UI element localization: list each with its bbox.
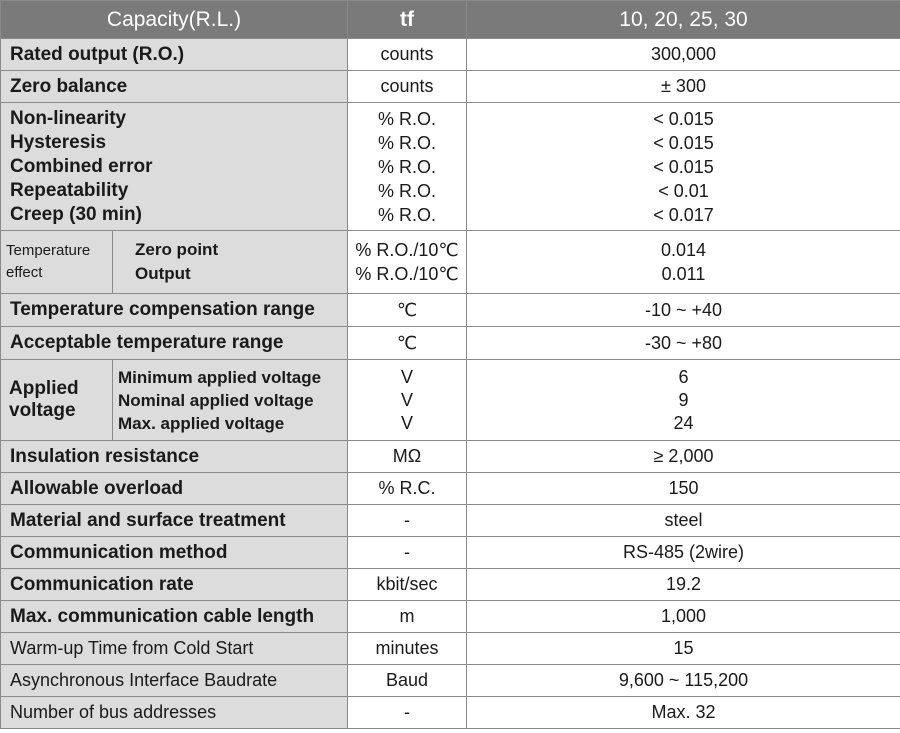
accuracy-labels bbox=[1, 103, 348, 231]
row-label: Communication method bbox=[1, 537, 348, 569]
row-value: 150 bbox=[467, 473, 900, 505]
row-label: Non-linearity bbox=[10, 107, 127, 129]
group-label: Applied bbox=[9, 378, 79, 399]
row-value: 0.014 bbox=[660, 240, 707, 260]
row-value: < 0.015 bbox=[653, 108, 714, 129]
row-label: Acceptable temperature range bbox=[1, 327, 348, 360]
row-label: Asynchronous Interface Baudrate bbox=[1, 665, 348, 697]
row-unit: kbit/sec bbox=[348, 569, 467, 601]
row-label: Zero point bbox=[135, 240, 219, 259]
row-label: Hysteresis bbox=[10, 131, 107, 153]
row-unit: % R.O. bbox=[378, 108, 437, 129]
row-label: Allowable overload bbox=[1, 473, 348, 505]
row-value: < 0.017 bbox=[653, 204, 714, 225]
table-row bbox=[1, 441, 900, 473]
row-unit: V bbox=[401, 366, 414, 387]
row-value: RS-485 (2wire) bbox=[467, 537, 900, 569]
row-unit: counts bbox=[348, 71, 467, 103]
row-unit: - bbox=[348, 505, 467, 537]
row-label: Nominal applied voltage bbox=[118, 390, 314, 410]
row-unit: minutes bbox=[348, 633, 467, 665]
table-row bbox=[1, 601, 900, 633]
row-label: Warm-up Time from Cold Start bbox=[1, 633, 348, 665]
table-row bbox=[1, 39, 900, 71]
row-value: 9,600 ~ 115,200 bbox=[467, 665, 900, 697]
table-row-accuracy bbox=[1, 103, 900, 231]
row-value: Max. 32 bbox=[467, 697, 900, 729]
row-value: 1,000 bbox=[467, 601, 900, 633]
row-unit: % R.C. bbox=[348, 473, 467, 505]
row-label: Creep (30 min) bbox=[10, 203, 142, 225]
row-value: 15 bbox=[467, 633, 900, 665]
group-label: effect bbox=[6, 264, 43, 281]
temperature-effect-values bbox=[467, 231, 900, 294]
temperature-effect-group bbox=[1, 231, 113, 294]
row-unit: - bbox=[348, 537, 467, 569]
row-unit: m bbox=[348, 601, 467, 633]
row-unit: ℃ bbox=[348, 294, 467, 327]
row-unit: MΩ bbox=[348, 441, 467, 473]
row-unit: % R.O./10℃ bbox=[355, 264, 459, 284]
row-value: 6 bbox=[678, 366, 689, 387]
accuracy-values bbox=[467, 103, 900, 231]
row-unit: % R.O./10℃ bbox=[355, 240, 459, 260]
row-value: -30 ~ +80 bbox=[467, 327, 900, 360]
row-unit: ℃ bbox=[348, 327, 467, 360]
row-unit: % R.O. bbox=[378, 180, 437, 201]
table-row-applied-voltage bbox=[1, 360, 900, 441]
temperature-effect-labels bbox=[113, 231, 348, 294]
row-unit: Baud bbox=[348, 665, 467, 697]
table-row bbox=[1, 505, 900, 537]
row-value: < 0.015 bbox=[653, 156, 714, 177]
row-unit: - bbox=[348, 697, 467, 729]
temperature-effect-units bbox=[348, 231, 467, 294]
group-label: Temperature bbox=[6, 242, 91, 259]
table-row bbox=[1, 569, 900, 601]
accuracy-units bbox=[348, 103, 467, 231]
table-row bbox=[1, 537, 900, 569]
row-value: 24 bbox=[673, 412, 694, 433]
table-row bbox=[1, 633, 900, 665]
row-label: Number of bus addresses bbox=[1, 697, 348, 729]
row-label: Minimum applied voltage bbox=[118, 367, 322, 387]
row-label: Repeatability bbox=[10, 179, 129, 201]
applied-voltage-values bbox=[467, 360, 900, 441]
table-row bbox=[1, 327, 900, 360]
table-row bbox=[1, 71, 900, 103]
row-value: ± 300 bbox=[467, 71, 900, 103]
row-label: Communication rate bbox=[1, 569, 348, 601]
row-label: Max. communication cable length bbox=[1, 601, 348, 633]
row-value: < 0.015 bbox=[653, 132, 714, 153]
header-row bbox=[1, 1, 900, 39]
row-unit: V bbox=[401, 412, 414, 433]
row-unit: % R.O. bbox=[378, 204, 437, 225]
row-value: -10 ~ +40 bbox=[467, 294, 900, 327]
header-capacity-values: 10, 20, 25, 30 bbox=[467, 1, 900, 39]
header-capacity: Capacity(R.L.) bbox=[1, 1, 348, 39]
applied-voltage-labels bbox=[113, 360, 348, 441]
row-value: ≥ 2,000 bbox=[467, 441, 900, 473]
row-value: 0.011 bbox=[661, 264, 706, 284]
row-value: < 0.01 bbox=[658, 180, 709, 201]
table-row-temperature-effect bbox=[1, 231, 900, 294]
row-label: Output bbox=[135, 264, 191, 283]
row-label: Rated output (R.O.) bbox=[1, 39, 348, 71]
row-unit: % R.O. bbox=[378, 132, 437, 153]
row-label: Temperature compensation range bbox=[1, 294, 348, 327]
row-unit: V bbox=[401, 389, 414, 410]
row-value: 9 bbox=[678, 389, 689, 410]
row-label: Zero balance bbox=[1, 71, 348, 103]
row-label: Material and surface treatment bbox=[1, 505, 348, 537]
row-unit: % R.O. bbox=[378, 156, 437, 177]
row-value: steel bbox=[467, 505, 900, 537]
table-row bbox=[1, 697, 900, 729]
table-row bbox=[1, 294, 900, 327]
table-row bbox=[1, 665, 900, 697]
row-label: Max. applied voltage bbox=[118, 413, 285, 433]
group-label: voltage bbox=[9, 400, 76, 421]
applied-voltage-units bbox=[348, 360, 467, 441]
row-value: 19.2 bbox=[467, 569, 900, 601]
row-unit: counts bbox=[348, 39, 467, 71]
applied-voltage-group bbox=[1, 360, 113, 441]
row-label: Insulation resistance bbox=[1, 441, 348, 473]
header-unit: tf bbox=[348, 1, 467, 39]
table-row bbox=[1, 473, 900, 505]
row-value: 300,000 bbox=[467, 39, 900, 71]
row-label: Combined error bbox=[10, 155, 153, 177]
